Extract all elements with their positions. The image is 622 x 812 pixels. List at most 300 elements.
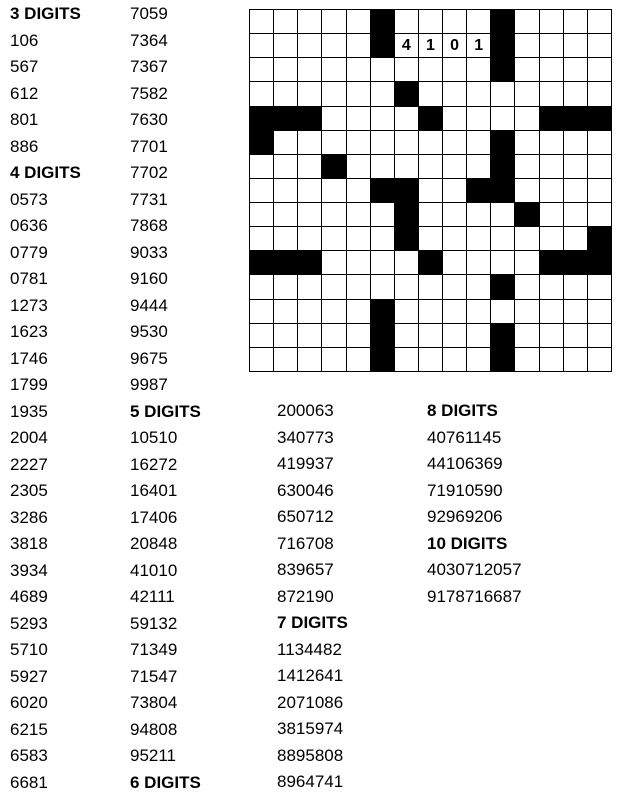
grid-cell[interactable] xyxy=(322,300,346,324)
grid-cell[interactable] xyxy=(588,203,612,227)
grid-cell[interactable] xyxy=(443,131,467,155)
grid-cell[interactable] xyxy=(540,82,564,106)
grid-cell[interactable] xyxy=(395,275,419,299)
grid-cell[interactable] xyxy=(467,324,491,348)
grid-cell[interactable] xyxy=(347,82,371,106)
grid-cell[interactable] xyxy=(419,131,443,155)
grid-cell[interactable] xyxy=(443,275,467,299)
grid-cell[interactable] xyxy=(443,82,467,106)
grid-cell[interactable] xyxy=(347,348,371,372)
grid-cell[interactable] xyxy=(250,34,274,58)
grid-cell[interactable] xyxy=(564,82,588,106)
grid-cell[interactable] xyxy=(395,10,419,34)
grid-cell[interactable] xyxy=(467,275,491,299)
grid-cell[interactable] xyxy=(250,179,274,203)
black-cell xyxy=(491,348,515,372)
black-cell xyxy=(250,107,274,131)
grid-cell[interactable] xyxy=(540,131,564,155)
number-entry: 2227 xyxy=(10,454,48,474)
number-entry: 3818 xyxy=(10,534,48,553)
section-header: 6 DIGITS xyxy=(130,772,201,792)
grid-cell[interactable] xyxy=(467,107,491,131)
black-cell xyxy=(491,131,515,155)
black-cell xyxy=(588,107,612,131)
grid-cell[interactable] xyxy=(467,251,491,275)
grid-cell[interactable] xyxy=(443,203,467,227)
grid-cell[interactable] xyxy=(467,348,491,372)
grid-cell[interactable] xyxy=(443,348,467,372)
number-entry: 94808 xyxy=(130,719,178,739)
grid-cell[interactable] xyxy=(371,107,395,131)
grid-cell[interactable] xyxy=(395,107,419,131)
black-cell xyxy=(564,251,588,275)
number-entry: 20848 xyxy=(130,534,178,553)
number-entry: 16272 xyxy=(130,454,178,474)
grid-cell[interactable] xyxy=(540,227,564,251)
grid-cell[interactable] xyxy=(491,82,515,106)
grid-cell[interactable] xyxy=(515,179,539,203)
black-cell xyxy=(491,58,515,82)
grid-cell[interactable] xyxy=(250,227,274,251)
grid-cell[interactable] xyxy=(371,203,395,227)
number-entry: 3934 xyxy=(10,560,48,580)
grid-cell[interactable] xyxy=(467,227,491,251)
grid-cell[interactable] xyxy=(515,34,539,58)
number-entry: 7702 xyxy=(130,163,168,182)
number-entry: 801 xyxy=(10,110,39,129)
grid-cell[interactable] xyxy=(347,10,371,34)
number-entry: 7582 xyxy=(130,83,168,103)
black-cell xyxy=(250,251,274,275)
grid-cell[interactable] xyxy=(322,251,346,275)
grid-cell[interactable] xyxy=(347,203,371,227)
grid-cell[interactable] xyxy=(347,34,371,58)
grid-cell[interactable] xyxy=(515,131,539,155)
black-cell xyxy=(491,10,515,34)
number-entry: 2305 xyxy=(10,481,48,500)
grid-cell[interactable] xyxy=(515,82,539,106)
grid-cell[interactable] xyxy=(564,131,588,155)
grid-cell[interactable] xyxy=(515,10,539,34)
black-cell: 0 xyxy=(491,34,515,58)
grid-cell[interactable] xyxy=(564,203,588,227)
number-entry: 9987 xyxy=(130,375,168,394)
number-entry: 419937 xyxy=(277,454,334,473)
number-entry: 630046 xyxy=(277,480,334,500)
number-entry: 3286 xyxy=(10,507,48,527)
grid-cell[interactable] xyxy=(443,300,467,324)
puzzle-grid xyxy=(249,9,612,372)
grid-cell[interactable] xyxy=(443,58,467,82)
grid-cell[interactable] xyxy=(322,203,346,227)
number-entry: 0573 xyxy=(10,189,48,209)
grid-cell[interactable] xyxy=(371,131,395,155)
grid-cell[interactable] xyxy=(564,179,588,203)
black-cell xyxy=(274,251,298,275)
grid-cell[interactable] xyxy=(322,131,346,155)
grid-cell[interactable] xyxy=(347,324,371,348)
black-cell xyxy=(322,155,346,179)
grid-cell[interactable] xyxy=(298,275,322,299)
grid-cell[interactable] xyxy=(467,203,491,227)
number-entry: 7059 xyxy=(130,4,168,23)
grid-cell[interactable] xyxy=(540,275,564,299)
grid-cell[interactable] xyxy=(419,275,443,299)
grid-cell[interactable] xyxy=(395,251,419,275)
section-header: 3 DIGITS xyxy=(10,4,81,23)
grid-cell[interactable] xyxy=(250,58,274,82)
grid-cell[interactable] xyxy=(564,34,588,58)
grid-cell[interactable] xyxy=(274,131,298,155)
grid-cell[interactable] xyxy=(588,131,612,155)
black-cell xyxy=(491,155,515,179)
number-entry: 1623 xyxy=(10,322,48,341)
grid-cell[interactable] xyxy=(564,58,588,82)
grid-cell[interactable] xyxy=(371,275,395,299)
grid-cell[interactable] xyxy=(274,348,298,372)
number-entry: 7630 xyxy=(130,110,168,129)
number-entry: 1412641 xyxy=(277,666,344,685)
grid-cell[interactable] xyxy=(298,131,322,155)
number-entry: 650712 xyxy=(277,507,334,526)
number-entry: 0636 xyxy=(10,216,48,235)
grid-cell[interactable] xyxy=(540,10,564,34)
grid-cell[interactable] xyxy=(322,179,346,203)
grid-cell[interactable] xyxy=(588,58,612,82)
number-entry: 41010 xyxy=(130,560,178,580)
grid-cell[interactable] xyxy=(419,324,443,348)
number-list-column-2 xyxy=(130,1,201,796)
grid-cell[interactable] xyxy=(395,131,419,155)
grid-cell[interactable] xyxy=(564,155,588,179)
grid-cell[interactable] xyxy=(371,58,395,82)
grid-cell[interactable] xyxy=(347,227,371,251)
grid-cell[interactable] xyxy=(298,34,322,58)
grid-cell[interactable] xyxy=(419,227,443,251)
black-cell xyxy=(371,10,395,34)
black-cell xyxy=(298,107,322,131)
grid-cell[interactable] xyxy=(467,155,491,179)
number-entry: 71910590 xyxy=(427,480,503,500)
grid-cell[interactable]: 1 xyxy=(419,34,443,58)
grid-cell[interactable] xyxy=(347,251,371,275)
grid-cell[interactable] xyxy=(371,155,395,179)
black-cell xyxy=(395,203,419,227)
grid-cell[interactable] xyxy=(491,300,515,324)
number-entry: 5710 xyxy=(10,640,48,659)
grid-cell[interactable] xyxy=(467,10,491,34)
number-entry: 16401 xyxy=(130,481,178,500)
grid-cell[interactable] xyxy=(588,275,612,299)
grid-cell[interactable]: 4 xyxy=(395,34,419,58)
grid-cell[interactable] xyxy=(467,300,491,324)
grid-cell[interactable] xyxy=(322,275,346,299)
grid-cell[interactable] xyxy=(564,227,588,251)
black-cell xyxy=(491,179,515,203)
grid-cell[interactable] xyxy=(419,82,443,106)
grid-cell[interactable]: 1 xyxy=(467,34,491,58)
number-entry: 5927 xyxy=(10,666,48,686)
number-entry: 1134482 xyxy=(277,639,342,659)
black-cell xyxy=(371,324,395,348)
grid-cell[interactable]: 0 xyxy=(443,34,467,58)
number-entry: 92969206 xyxy=(427,507,503,526)
section-header: 10 DIGITS xyxy=(427,533,508,553)
grid-cell[interactable] xyxy=(395,348,419,372)
number-entry: 17406 xyxy=(130,507,178,527)
number-entry: 7731 xyxy=(130,189,168,209)
grid-cell[interactable] xyxy=(298,179,322,203)
number-entry: 0779 xyxy=(10,242,48,262)
grid-cell[interactable] xyxy=(588,10,612,34)
grid-cell[interactable] xyxy=(322,58,346,82)
number-entry: 7364 xyxy=(130,30,168,50)
grid-cell[interactable] xyxy=(491,107,515,131)
black-cell xyxy=(250,131,274,155)
grid-cell[interactable] xyxy=(540,34,564,58)
grid-cell[interactable] xyxy=(443,324,467,348)
number-entry: 2071086 xyxy=(277,692,344,712)
grid-cell[interactable] xyxy=(322,227,346,251)
grid-cell[interactable] xyxy=(588,300,612,324)
number-entry: 42111 xyxy=(130,587,175,606)
number-entry: 9530 xyxy=(130,322,168,341)
black-cell xyxy=(491,324,515,348)
grid-cell[interactable] xyxy=(395,58,419,82)
grid-cell[interactable] xyxy=(274,275,298,299)
grid-cell[interactable] xyxy=(443,107,467,131)
grid-cell[interactable] xyxy=(347,179,371,203)
grid-cell[interactable] xyxy=(322,348,346,372)
grid-cell[interactable] xyxy=(515,107,539,131)
grid-cell[interactable] xyxy=(274,324,298,348)
number-entry: 6583 xyxy=(10,746,48,765)
number-entry: 716708 xyxy=(277,533,334,553)
black-cell xyxy=(540,251,564,275)
grid-cell[interactable] xyxy=(443,179,467,203)
black-cell xyxy=(298,251,322,275)
grid-cell[interactable] xyxy=(322,324,346,348)
grid-cell[interactable] xyxy=(515,251,539,275)
number-entry: 6215 xyxy=(10,719,48,739)
number-entry: 71349 xyxy=(130,640,178,659)
grid-cell[interactable] xyxy=(443,10,467,34)
black-cell xyxy=(491,275,515,299)
grid-cell[interactable] xyxy=(491,227,515,251)
number-entry: 2004 xyxy=(10,428,48,447)
black-cell xyxy=(467,179,491,203)
number-entry: 567 xyxy=(10,57,39,76)
grid-cell[interactable] xyxy=(347,275,371,299)
grid-cell[interactable] xyxy=(347,131,371,155)
grid-cell[interactable] xyxy=(564,324,588,348)
black-cell xyxy=(419,107,443,131)
section-header: 7 DIGITS xyxy=(277,613,348,632)
grid-cell[interactable] xyxy=(515,324,539,348)
grid-cell[interactable] xyxy=(298,82,322,106)
grid-cell[interactable] xyxy=(588,82,612,106)
grid-cell[interactable] xyxy=(322,107,346,131)
number-list-column-1 xyxy=(10,1,81,796)
grid-cell[interactable] xyxy=(515,155,539,179)
number-list-column-3 xyxy=(277,398,348,796)
grid-cell[interactable] xyxy=(419,203,443,227)
number-entry: 9160 xyxy=(130,269,168,288)
number-entry: 8964741 xyxy=(277,772,344,791)
grid-cell[interactable] xyxy=(250,348,274,372)
number-entry: 73804 xyxy=(130,693,178,712)
section-header: 4 DIGITS xyxy=(10,163,81,182)
grid-cell[interactable] xyxy=(347,300,371,324)
grid-cell[interactable] xyxy=(491,251,515,275)
number-entry: 0781 xyxy=(10,269,48,288)
number-entry: 44106369 xyxy=(427,454,503,473)
grid-cell[interactable] xyxy=(250,82,274,106)
number-entry: 1935 xyxy=(10,401,48,421)
number-entry: 872190 xyxy=(277,586,334,606)
number-entry: 3815974 xyxy=(277,719,344,738)
grid-cell[interactable] xyxy=(395,300,419,324)
grid-cell[interactable] xyxy=(515,58,539,82)
grid-cell[interactable] xyxy=(347,58,371,82)
grid-cell[interactable] xyxy=(419,155,443,179)
grid-cell[interactable] xyxy=(298,348,322,372)
grid-cell[interactable] xyxy=(443,251,467,275)
grid-cell[interactable] xyxy=(540,324,564,348)
grid-cell[interactable] xyxy=(588,34,612,58)
grid-cell[interactable] xyxy=(540,179,564,203)
section-header: 8 DIGITS xyxy=(427,401,498,420)
black-cell xyxy=(371,34,395,58)
grid-cell[interactable] xyxy=(588,179,612,203)
grid-cell[interactable] xyxy=(540,300,564,324)
grid-cell[interactable] xyxy=(564,10,588,34)
grid-cell[interactable] xyxy=(347,155,371,179)
grid-cell[interactable] xyxy=(467,131,491,155)
grid-cell[interactable] xyxy=(250,10,274,34)
black-cell xyxy=(371,179,395,203)
number-entry: 4030712057 xyxy=(427,560,522,579)
grid-cell[interactable] xyxy=(540,155,564,179)
grid-cell[interactable] xyxy=(515,227,539,251)
grid-cell[interactable] xyxy=(395,155,419,179)
grid-cell[interactable] xyxy=(250,300,274,324)
grid-cell[interactable] xyxy=(588,155,612,179)
grid-cell[interactable] xyxy=(515,275,539,299)
number-entry: 59132 xyxy=(130,613,178,633)
number-entry: 1273 xyxy=(10,295,48,315)
grid-cell[interactable] xyxy=(274,34,298,58)
number-entry: 200063 xyxy=(277,401,334,420)
grid-cell[interactable] xyxy=(564,275,588,299)
grid-cell[interactable] xyxy=(515,348,539,372)
grid-cell[interactable] xyxy=(274,300,298,324)
grid-cell[interactable] xyxy=(250,203,274,227)
grid-cell[interactable] xyxy=(443,227,467,251)
grid-cell[interactable] xyxy=(395,324,419,348)
grid-cell[interactable] xyxy=(419,300,443,324)
grid-cell[interactable] xyxy=(274,58,298,82)
grid-cell[interactable] xyxy=(298,10,322,34)
number-entry: 9675 xyxy=(130,348,168,368)
grid-cell[interactable] xyxy=(371,82,395,106)
black-cell xyxy=(515,203,539,227)
grid-cell[interactable] xyxy=(540,58,564,82)
grid-cell[interactable] xyxy=(274,227,298,251)
grid-cell[interactable] xyxy=(298,58,322,82)
black-cell xyxy=(395,179,419,203)
grid-cell[interactable] xyxy=(588,324,612,348)
grid-cell[interactable] xyxy=(298,324,322,348)
number-entry: 7367 xyxy=(130,57,168,76)
black-cell xyxy=(588,251,612,275)
black-cell xyxy=(371,300,395,324)
grid-cell[interactable] xyxy=(540,348,564,372)
black-cell xyxy=(395,82,419,106)
grid-cell[interactable] xyxy=(371,227,395,251)
number-entry: 612 xyxy=(10,83,39,103)
grid-cell[interactable] xyxy=(347,107,371,131)
number-entry: 71547 xyxy=(130,666,178,686)
number-entry: 7701 xyxy=(130,136,168,156)
grid-cell[interactable] xyxy=(419,58,443,82)
grid-cell[interactable] xyxy=(298,155,322,179)
grid-cell[interactable] xyxy=(298,227,322,251)
grid-cell[interactable] xyxy=(250,275,274,299)
grid-cell[interactable] xyxy=(467,58,491,82)
grid-cell[interactable] xyxy=(322,82,346,106)
black-cell xyxy=(274,107,298,131)
grid-cell[interactable] xyxy=(419,10,443,34)
black-cell xyxy=(540,107,564,131)
black-cell xyxy=(371,348,395,372)
number-entry: 8895808 xyxy=(277,745,344,765)
grid-cell[interactable] xyxy=(322,10,346,34)
grid-cell[interactable] xyxy=(419,348,443,372)
grid-cell[interactable] xyxy=(298,300,322,324)
black-cell xyxy=(395,227,419,251)
number-entry: 9444 xyxy=(130,295,168,315)
grid-cell[interactable] xyxy=(250,324,274,348)
grid-cell[interactable] xyxy=(274,10,298,34)
number-entry: 7868 xyxy=(130,216,168,235)
grid-cell[interactable] xyxy=(588,348,612,372)
grid-cell[interactable] xyxy=(419,179,443,203)
number-entry: 95211 xyxy=(130,746,177,765)
grid-cell[interactable] xyxy=(322,34,346,58)
black-cell xyxy=(588,227,612,251)
section-header: 5 DIGITS xyxy=(130,401,201,421)
number-entry: 106 xyxy=(10,30,39,50)
number-entry: 6681 xyxy=(10,772,48,792)
grid-cell[interactable] xyxy=(274,155,298,179)
grid-cell[interactable] xyxy=(274,179,298,203)
grid-cell[interactable] xyxy=(540,203,564,227)
grid-cell[interactable] xyxy=(371,251,395,275)
grid-cell[interactable] xyxy=(443,155,467,179)
grid-cell[interactable] xyxy=(298,203,322,227)
number-entry: 9033 xyxy=(130,242,168,262)
grid-cell[interactable] xyxy=(491,203,515,227)
grid-cell[interactable] xyxy=(564,300,588,324)
grid-cell[interactable] xyxy=(250,155,274,179)
grid-cell[interactable] xyxy=(515,300,539,324)
grid-cell[interactable] xyxy=(274,203,298,227)
grid-cell[interactable] xyxy=(564,348,588,372)
grid-cell[interactable] xyxy=(467,82,491,106)
number-entry: 9178716687 xyxy=(427,586,522,606)
grid-cell[interactable] xyxy=(274,82,298,106)
